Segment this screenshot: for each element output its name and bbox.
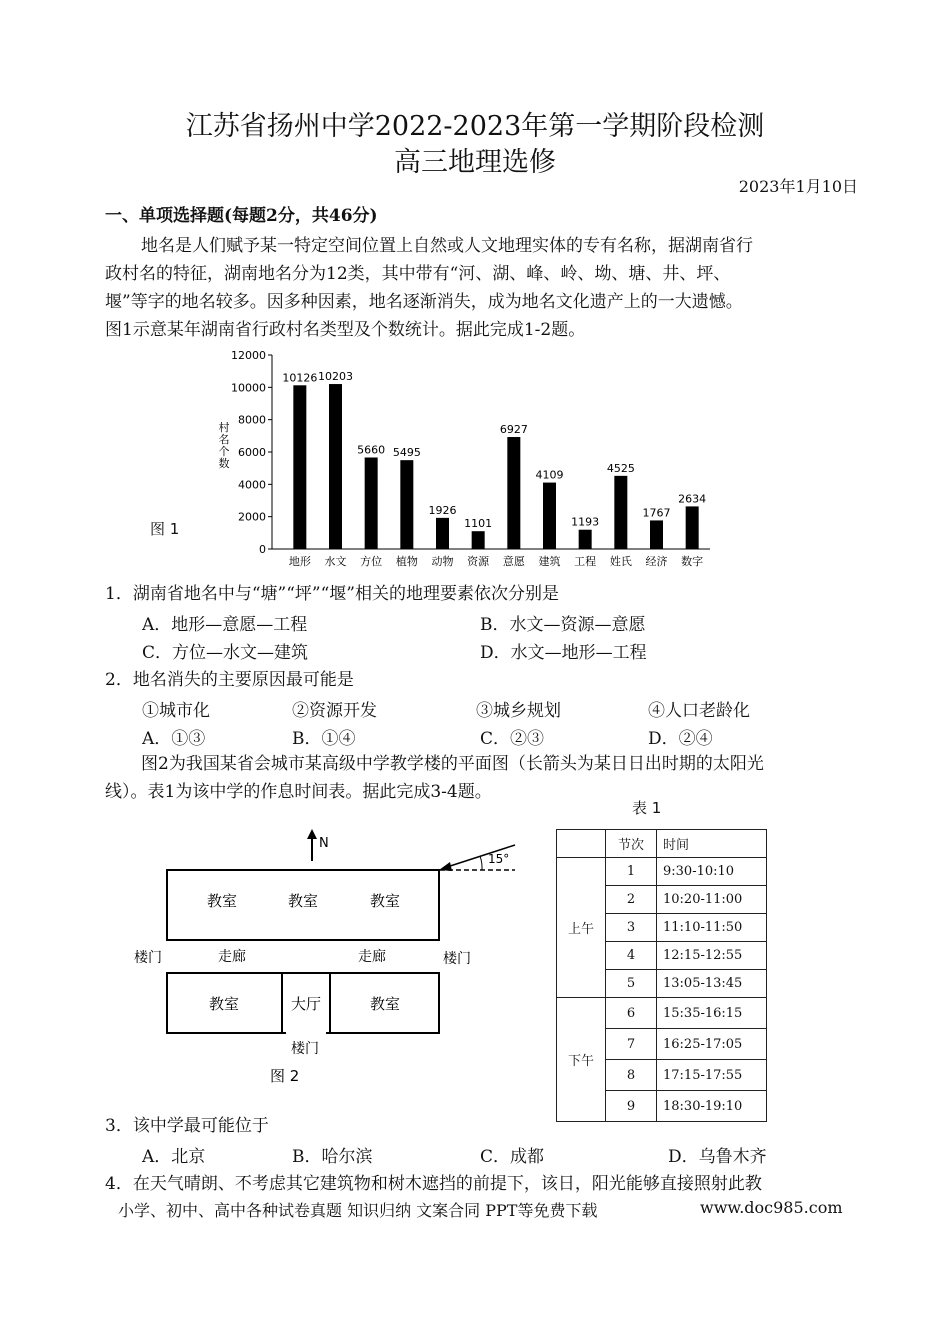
figure-1-label: 图 1	[150, 520, 180, 538]
period-number: 1	[606, 858, 657, 886]
bar	[579, 530, 592, 549]
classroom-label: 教室	[370, 995, 401, 1013]
q2-option-c[interactable]: C．②③	[480, 729, 545, 749]
q3-option-a[interactable]: A．北京	[142, 1147, 206, 1167]
q2-option-a[interactable]: A．①③	[142, 729, 206, 749]
y-axis-label-char: 数	[218, 457, 230, 470]
footer-text: 小学、初中、高中各种试卷真题 知识归纳 文案合同 PPT等免费下载	[118, 1201, 598, 1220]
bar-value-label: 4525	[606, 461, 635, 475]
period-number: 2	[606, 886, 657, 914]
period-time: 13:05-13:45	[657, 970, 767, 998]
classroom-label: 教室	[288, 892, 319, 910]
bar-value-label: 5495	[392, 446, 421, 460]
section-heading: 一、单项选择题(每题2分，共46分)	[105, 206, 378, 226]
intro-line: 线）。表1为该中学的作息时间表。据此完成3-4题。	[105, 782, 492, 802]
morning-label: 上午	[557, 858, 606, 998]
x-tick-label: 资源	[467, 555, 490, 568]
period-time: 9:30-10:10	[657, 858, 767, 886]
intro-line: 图1示意某年湖南省行政村名类型及个数统计。据此完成1-2题。	[105, 320, 586, 340]
q2-item-3: ③城乡规划	[476, 701, 561, 721]
y-tick-label: 12000	[231, 349, 266, 362]
bar-chart	[210, 345, 720, 575]
intro-paragraph-2	[105, 750, 855, 806]
q2-option-b[interactable]: B．①④	[292, 729, 356, 749]
y-tick-label: 4000	[238, 478, 266, 492]
bar	[293, 385, 306, 549]
bar-value-label: 4109	[535, 468, 564, 482]
q2-item-4: ④人口老龄化	[648, 701, 750, 721]
x-tick-label: 意愿	[502, 555, 525, 568]
footer-url[interactable]: www.doc985.com	[700, 1198, 843, 1217]
period-number: 9	[606, 1091, 657, 1122]
period-time: 16:25-17:05	[657, 1029, 767, 1060]
x-tick-label: 方位	[360, 555, 383, 568]
north-arrow-head	[307, 829, 317, 839]
period-time: 17:15-17:55	[657, 1060, 767, 1091]
bar	[543, 483, 556, 549]
bar-value-label: 1101	[464, 517, 493, 531]
bar	[472, 531, 485, 549]
bar	[614, 476, 627, 549]
period-number: 3	[606, 914, 657, 942]
intro-paragraph-1	[105, 232, 850, 344]
period-time: 12:15-12:55	[657, 942, 767, 970]
bar	[650, 520, 663, 549]
north-label: N	[319, 836, 329, 851]
intro-line: 政村名的特征，湖南地名分为12类，其中带有“河、湖、峰、岭、坳、塘、井、坪、	[105, 264, 731, 284]
figure-2-label: 图 2	[270, 1067, 300, 1085]
q2-item-2: ②资源开发	[292, 701, 377, 721]
x-tick-label: 植物	[395, 555, 418, 568]
table-header-row	[557, 830, 767, 858]
x-tick-label: 数字	[681, 555, 704, 568]
bar	[329, 384, 342, 549]
table-row	[557, 998, 767, 1029]
hall-label: 大厅	[291, 995, 322, 1013]
period-number: 6	[606, 998, 657, 1029]
y-tick-label: 6000	[238, 446, 266, 459]
x-tick-label: 动物	[431, 555, 454, 568]
bar-value-label: 10203	[318, 370, 353, 384]
bar-value-label: 1926	[428, 503, 457, 517]
x-tick-label: 建筑	[538, 555, 561, 568]
y-axis-label-char: 名	[218, 433, 230, 446]
bar-value-label: 5660	[357, 443, 386, 457]
header-time: 时间	[657, 830, 767, 858]
x-tick-label: 工程	[574, 555, 597, 568]
intro-line: 地名是人们赋予某一特定空间位置上自然或人文地理实体的专有名称，据湖南省行	[141, 236, 753, 256]
question-4-stem: 4．在天气晴朗、不考虑其它建筑物和树木遮挡的前提下，该日，阳光能够直接照射此教	[105, 1174, 762, 1194]
x-tick-label: 水文	[324, 555, 347, 568]
period-number: 5	[606, 970, 657, 998]
y-tick-label: 0	[259, 543, 266, 556]
period-number: 4	[606, 942, 657, 970]
question-2-stem: 2．地名消失的主要原因最可能是	[105, 670, 354, 690]
period-number: 8	[606, 1060, 657, 1091]
y-axis-label-char: 个	[218, 445, 230, 458]
intro-line: 堰”等字的地名较多。因多种因素，地名逐渐消失，成为地名文化遗产上的一大遗憾。	[105, 292, 743, 312]
bar-value-label: 10126	[282, 371, 318, 385]
question-1-stem: 1．湖南省地名中与“塘”“坪”“堰”相关的地理要素依次分别是	[105, 584, 559, 604]
bar-value-label: 2634	[678, 492, 707, 506]
q1-option-b[interactable]: B．水文—资源—意愿	[480, 615, 646, 635]
sun-ray-arrow-head	[439, 862, 452, 871]
bar	[507, 437, 520, 549]
question-3-stem: 3．该中学最可能位于	[105, 1116, 269, 1136]
stair-label-bottom: 楼门	[291, 1041, 319, 1057]
exam-subtitle: 高三地理选修	[394, 147, 556, 178]
q3-option-c[interactable]: C．成都	[480, 1147, 545, 1167]
exam-date: 2023年1月10日	[738, 177, 858, 196]
corridor-label-left: 走廊	[218, 949, 246, 965]
floor-plan-diagram	[130, 825, 530, 1095]
period-time: 15:35-16:15	[657, 998, 767, 1029]
classroom-label: 教室	[209, 995, 240, 1013]
bar	[365, 457, 378, 549]
table-row	[557, 858, 767, 886]
bar-value-label: 1767	[642, 506, 671, 520]
y-tick-label: 10000	[231, 381, 266, 395]
x-tick-label: 经济	[645, 555, 668, 568]
intro-line: 图2为我国某省会城市某高级中学教学楼的平面图（长箭头为某日日出时期的太阳光	[141, 754, 764, 774]
angle-arc	[480, 856, 482, 870]
period-time: 18:30-19:10	[657, 1091, 767, 1122]
bar	[400, 460, 413, 549]
q1-option-a[interactable]: A．地形—意愿—工程	[142, 615, 308, 635]
q3-option-b[interactable]: B．哈尔滨	[292, 1147, 373, 1167]
q2-option-d[interactable]: D．②④	[648, 729, 713, 749]
bottom-door-gap	[286, 1030, 326, 1036]
table-corner-cell	[557, 830, 606, 858]
stair-label-right: 楼门	[443, 951, 471, 967]
corridor-label-right: 走廊	[358, 949, 386, 965]
period-time: 11:10-11:50	[657, 914, 767, 942]
schedule-table	[556, 829, 767, 1122]
y-tick-label: 8000	[238, 413, 266, 427]
q1-option-d[interactable]: D．水文—地形—工程	[480, 643, 647, 663]
stair-label-left: 楼门	[134, 950, 162, 966]
x-tick-label: 姓氏	[609, 555, 632, 568]
period-time: 10:20-11:00	[657, 886, 767, 914]
table-1-caption: 表 1	[632, 799, 662, 817]
bar-value-label: 1193	[571, 515, 600, 529]
q3-option-d[interactable]: D．乌鲁木齐	[668, 1147, 767, 1167]
q1-option-c[interactable]: C．方位—水文—建筑	[142, 643, 309, 663]
period-number: 7	[606, 1029, 657, 1060]
y-axis-label-char: 村	[218, 421, 230, 434]
bar	[436, 518, 449, 549]
classroom-label: 教室	[370, 892, 401, 910]
afternoon-label: 下午	[557, 998, 606, 1122]
bar-value-label: 6927	[499, 423, 528, 437]
y-tick-label: 2000	[238, 510, 266, 524]
q2-item-1: ①城市化	[142, 701, 210, 721]
bar	[686, 506, 699, 549]
header-period: 节次	[606, 830, 657, 858]
exam-title: 江苏省扬州中学2022-2023年第一学期阶段检测	[185, 111, 765, 142]
angle-label: 15°	[488, 852, 510, 866]
classroom-label: 教室	[207, 892, 238, 910]
x-tick-label: 地形	[288, 555, 311, 568]
